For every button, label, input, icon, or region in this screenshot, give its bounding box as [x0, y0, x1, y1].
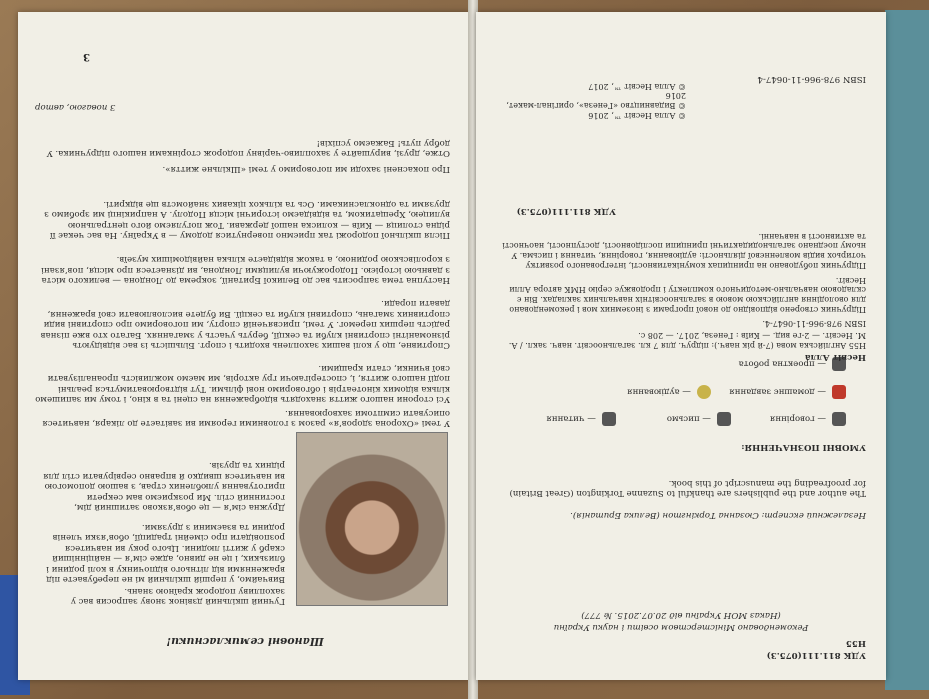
isbn-bottom: ISBN 978-966-11-0647-4	[757, 74, 866, 84]
intro-paragraph-10: Отже, друзі, вирушайте у захопливо-чарівну подорож сторінками нашого підручника. У добру путь! Бажаємо успіхів!	[46, 137, 450, 158]
copyright-line: © Алла Несвіт ™, 2016	[588, 111, 686, 120]
intro-paragraph-6: Спортивне, що у колі ваших захоплень входить і спорт. Більшість із вас відвідують різноманітні спортивні клуби та секції, беруть участь у змаганнях. Багато хто вже пізнав радість перших перемог. У темі, присвяченій спорту, ми поговоримо про спортивні види спортивних змагань, спортивні клуби та секції. Ви будете висловлювати свої враження, давати поради.	[40, 298, 450, 350]
isbn-line: ISBN 978-966-11-0647-4.	[762, 319, 866, 328]
udk-top: УДК 811.111(075.3)	[766, 650, 866, 660]
right-page	[476, 12, 886, 680]
signature: З повагою, автор	[35, 102, 116, 112]
legend-item-reading: — читання	[506, 405, 616, 427]
intro-paragraph-9: Про покаснені заходи ми поговоримо у темі «Шкільне життя».	[162, 164, 450, 174]
copyright-block	[486, 81, 686, 120]
intro-paragraph-3: Дружна сім’я — це обов’язково затишний дім, гостинний стіл. Ми розкриємо вам секрети приготування улюблених страв, з вашою допомогою ви навчитеся швидко й вправно сервірувати стіл для рідних та друзів.	[43, 460, 285, 512]
order-line: (Наказ МОН України від 20.07.2015. № 777)	[581, 610, 781, 620]
page-number: 3	[83, 51, 90, 62]
cd-icon	[697, 385, 711, 399]
intro-paragraph-4: У темі «Охорона здоров’я» разом з головними героями ви завітаєте до лікаря, навчитеся описувати симптоми захворювання.	[42, 407, 450, 428]
intro-paragraph-5: Усі сторони нашого життя знаходять відображення на сцені та в кіно, і тому ми запишемо кілька відомих кінотеатрів і обговоримо нові фільми. Тут відтворюватимуться реальні події нашого життя, і, спостерігаючи гру акторів, ми маємо можливість проаналізувати свої вчинки, стати кращими.	[35, 362, 450, 404]
expert-line: Незалежний експерт: Сюзанна Торкінгтон (Велика Британія).	[570, 510, 866, 520]
legend-title: УМОВНІ ПОЗНАЧЕННЯ:	[741, 442, 866, 452]
intro-paragraph-7: Наступна тема запросить вас до Великої Британії, зокрема до Лондона — великого міста з давньою історією. Подорожуючи вулицями Лондона, ви дізнаєтеся про місця, пов’язані з королівською родиною, а також відвідаєте кілька найвідоміших музеїв.	[41, 254, 450, 285]
legend-item-project: — проектна робота	[716, 350, 846, 372]
thanks-line: The author and the publishers are thankful to Suzanne Torkington (Great Britain) for proofreading the manuscript of this book.	[509, 477, 866, 498]
udk-bottom: УДК 811.111(075.3)	[516, 206, 616, 216]
copyright-line: © Видавництво «Генеза», оригінал-макет, 2016	[506, 91, 686, 111]
author-line: Несвіт Алла	[804, 352, 866, 362]
book-cover-edge	[885, 10, 929, 690]
page-heading: Шановні семикласники!	[166, 635, 324, 648]
description-2: Підручник побудовано на принципах комунікативності, інтегрованого розвитку чотирьох видів мовленнєвої діяльності: аудіювання, говоріння, читання і письма. У ньому поєднано загальнодидактичні принципи послідовності, доступності, наочності та активності в навчанні.	[502, 231, 866, 270]
intro-paragraph-8: Після шкільної подорожі так приємно повернутися додому — в Україну. На вас чекає її рідна столиця — Київ — колиска нашої держави. Тож погуляємо його центральною вулицею, Хрещатиком, та відвідаємо історичні місця Подолу. А наприкінці ми зробимо з друзями та однокласниками. Ось та кількох цікавих знайомств ще відкриті.	[44, 198, 450, 240]
legend-item-writing: — письмо	[621, 405, 731, 427]
intro-paragraph-1: Гучний шкільний дзвінок знову запросив вас у захопливу подорож країною знань.	[70, 585, 285, 606]
left-page	[18, 12, 470, 680]
recommendation: Рекомендовано Міністерством освіти і науки України	[553, 622, 809, 632]
code-top: Н55	[845, 638, 866, 648]
microphone-icon	[832, 413, 846, 427]
legend-item-speaking: — говоріння	[736, 405, 846, 427]
book-icon	[602, 413, 616, 427]
book-title: Н55 Англійська мова (7-й рік навч.): підруч. для 7 кл. загальноосвіт. навч. закл. / А. М. Несвіт. — 2-ге вид. — Київ : Генеза, 2017. — 208 с.	[508, 331, 866, 350]
legend-item-homework: — домашнє завдання	[716, 377, 846, 399]
legend-item-listening: — аудіювання	[601, 377, 711, 399]
pen-icon	[717, 413, 731, 427]
author-photo	[296, 432, 448, 606]
copyright-line: © Алла Несвіт ™, 2017	[588, 81, 686, 91]
description-1: Підручник створено відповідно до нової програми з іноземних мов і рекомендовано для оволодіння англійською мовою в загальноосвітніх навчальних закладах. Він є складовою навчально-методичного комплекту і продовжує серію НМК автора Алли Несвіт.	[509, 275, 866, 314]
apple-icon	[832, 385, 846, 399]
intro-paragraph-2: Вивчаймо, у першій шкільний мі не перебуваєте під враженнями від літнього відпочинку в колі родини і близьких, і це не дивно, адже сім’я — найцінніший скарб у житті людини. Цього року ви навчитеся розповідати про сімейні традиції, обов’язки членів родини та взаємини з друзями.	[46, 521, 285, 584]
